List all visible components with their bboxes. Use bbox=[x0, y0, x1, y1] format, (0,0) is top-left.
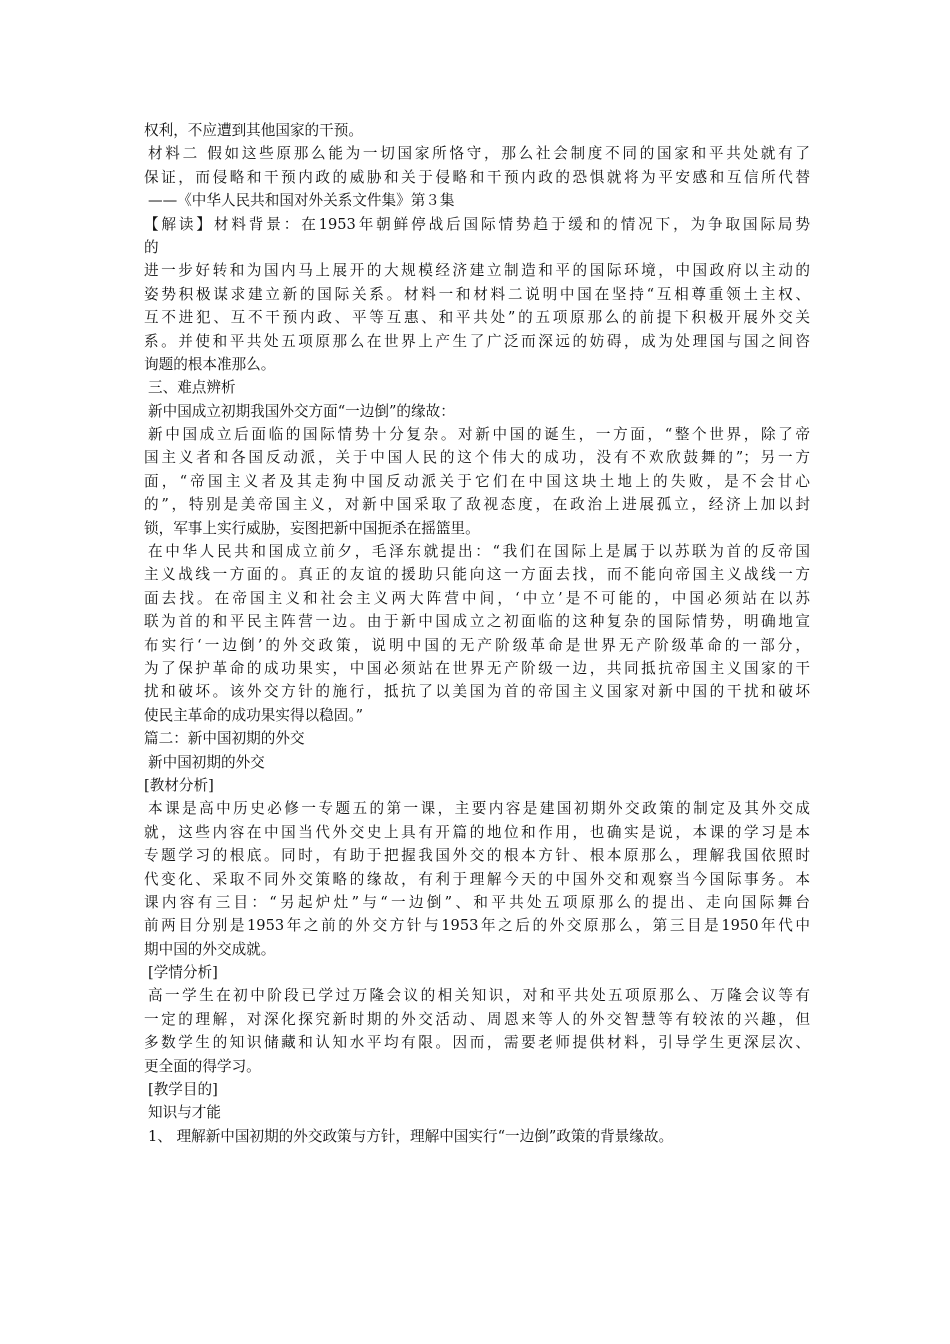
text-line: 联为首的和平民主阵营一边。由于新中国成立之初面临的这种复杂的国际情势，明确地宣 bbox=[144, 613, 810, 631]
text-line: 新中国成立初期我国外交方面“一边倒”的缘故： bbox=[148, 402, 455, 420]
text-line: 前两目分别是1953年之前的外交方针与1953年之后的外交原那么，第三目是1950年代中 bbox=[144, 917, 810, 935]
text-line: 课内容有三目：“另起炉灶”与“一边倒”、和平共处五项原那么的提出、走向国际舞台 bbox=[144, 893, 810, 911]
text-line: 的 bbox=[144, 238, 159, 256]
text-line: 主义战线一方面的。真正的友谊的援助只能向这一方面去找，而不能向帝国主义战线一方 bbox=[144, 566, 810, 584]
text-line: 三、难点辨析 bbox=[148, 379, 236, 397]
text-line: 为了保护革命的成功果实，中国必须站在世界无产阶级一边，共同抵抗帝国主义国家的干 bbox=[144, 659, 810, 677]
text-line: 锁，军事上实行威胁，妄图把新中国扼杀在摇篮里。 bbox=[144, 519, 480, 537]
text-line: 系。并使和平共处五项原那么在世界上产生了广泛而深远的妨碍，成为处理国与国之间咨 bbox=[144, 332, 810, 350]
text-line: 互不进犯、互不干预内政、平等互惠、和平共处”的五项原那么的前提下积极开展外交关 bbox=[144, 309, 810, 327]
text-line: 进一步好转和为国内马上展开的大规模经济建立制造和平的国际环境，中国政府以主动的 bbox=[144, 262, 810, 280]
text-line: 高一学生在初中阶段已学过万隆会议的相关知识，对和平共处五项原那么、万隆会议等有 bbox=[148, 987, 810, 1005]
text-line: 【解读】材料背景：在1953年朝鲜停战后国际情势趋于缓和的情况下，为争取国际局势 bbox=[144, 215, 810, 233]
text-line: 扰和破坏。该外交方针的施行，抵抗了以美国为首的帝国主义国家对新中国的干扰和破坏 bbox=[144, 683, 810, 701]
text-line: 保证，而侵略和干预内政的威胁和关于侵略和干预内政的恐惧就将为平安感和互信所代替 bbox=[144, 168, 810, 186]
text-line: 更全面的得学习。 bbox=[144, 1057, 261, 1075]
text-line: 询题的根本准那么。 bbox=[144, 355, 276, 373]
text-line: 面去找。在帝国主义和社会主义两大阵营中间，‘中立’是不可能的，中国必须站在以苏 bbox=[144, 589, 810, 607]
text-line: 使民主革命的成功果实得以稳固。” bbox=[144, 706, 364, 724]
text-line: [学情分析] bbox=[148, 964, 218, 982]
text-line: 本课是高中历史必修一专题五的第一课，主要内容是建国初期外交政策的制定及其外交成 bbox=[148, 800, 810, 818]
text-line: 权利，不应遭到其他国家的干预。 bbox=[144, 122, 363, 139]
text-line: 1、 理解新中国初期的外交政策与方针，理解中国实行“一边倒”政策的背景缘故。 bbox=[148, 1127, 674, 1145]
text-line: 布实行‘一边倒’的外交政策，说明中国的无产阶级革命是世界无产阶级革命的一部分， bbox=[144, 636, 810, 654]
text-line: 期中国的外交成就。 bbox=[144, 940, 276, 958]
text-line: 在中华人民共和国成立前夕，毛泽东就提出：“我们在国际上是属于以苏联为首的反帝国 bbox=[148, 543, 810, 561]
text-line: 代变化、采取不同外交策略的缘故，有利于理解今天的中国外交和观察当今国际事务。本 bbox=[144, 870, 810, 888]
text-line: 面，“帝国主义者及其走狗中国反动派关于它们在中国这块土地上的失败，是不会甘心 bbox=[144, 472, 810, 490]
text-line: 国主义者和各国反动派，关于中国人民的这个伟大的成功，没有不欢欣鼓舞的”；另一方 bbox=[144, 449, 810, 467]
text-line: ——《中华人民共和国对外关系文件集》第３集 bbox=[148, 192, 455, 210]
text-line: 篇二：新中国初期的外交 bbox=[144, 730, 305, 748]
text-line: [教学目的] bbox=[148, 1081, 218, 1099]
text-line: 知识与才能 bbox=[148, 1104, 221, 1122]
text-line: 就，这些内容在中国当代外交史上具有开篇的地位和作用，也确实是说，本课的学习是本 bbox=[144, 823, 810, 841]
text-line: 的”，特别是美帝国主义，对新中国采取了敌视态度，在政治上进展孤立，经济上加以封 bbox=[144, 496, 810, 514]
text-line: 新中国初期的外交 bbox=[148, 753, 265, 771]
text-line: [教材分析] bbox=[144, 776, 214, 794]
text-line: 一定的理解，对深化探究新时期的外交活动、周恩来等人的外交智慧等有较浓的兴趣，但 bbox=[144, 1010, 810, 1028]
text-line: 材料二 假如这些原那么能为一切国家所恪守，那么社会制度不同的国家和平共处就有了 bbox=[148, 145, 810, 163]
text-line: 新中国成立后面临的国际情势十分复杂。对新中国的诞生，一方面，“整个世界，除了帝 bbox=[148, 426, 810, 444]
text-line: 姿势积极谋求建立新的国际关系。材料一和材料二说明中国在坚持“互相尊重领土主权、 bbox=[144, 285, 810, 303]
text-line: 专题学习的根底。同时，有助于把握我国外交的根本方针、根本原那么，理解我国依照时 bbox=[144, 847, 810, 865]
text-line: 多数学生的知识储藏和认知水平均有限。因而，需要老师提供材料，引导学生更深层次、 bbox=[144, 1034, 810, 1052]
